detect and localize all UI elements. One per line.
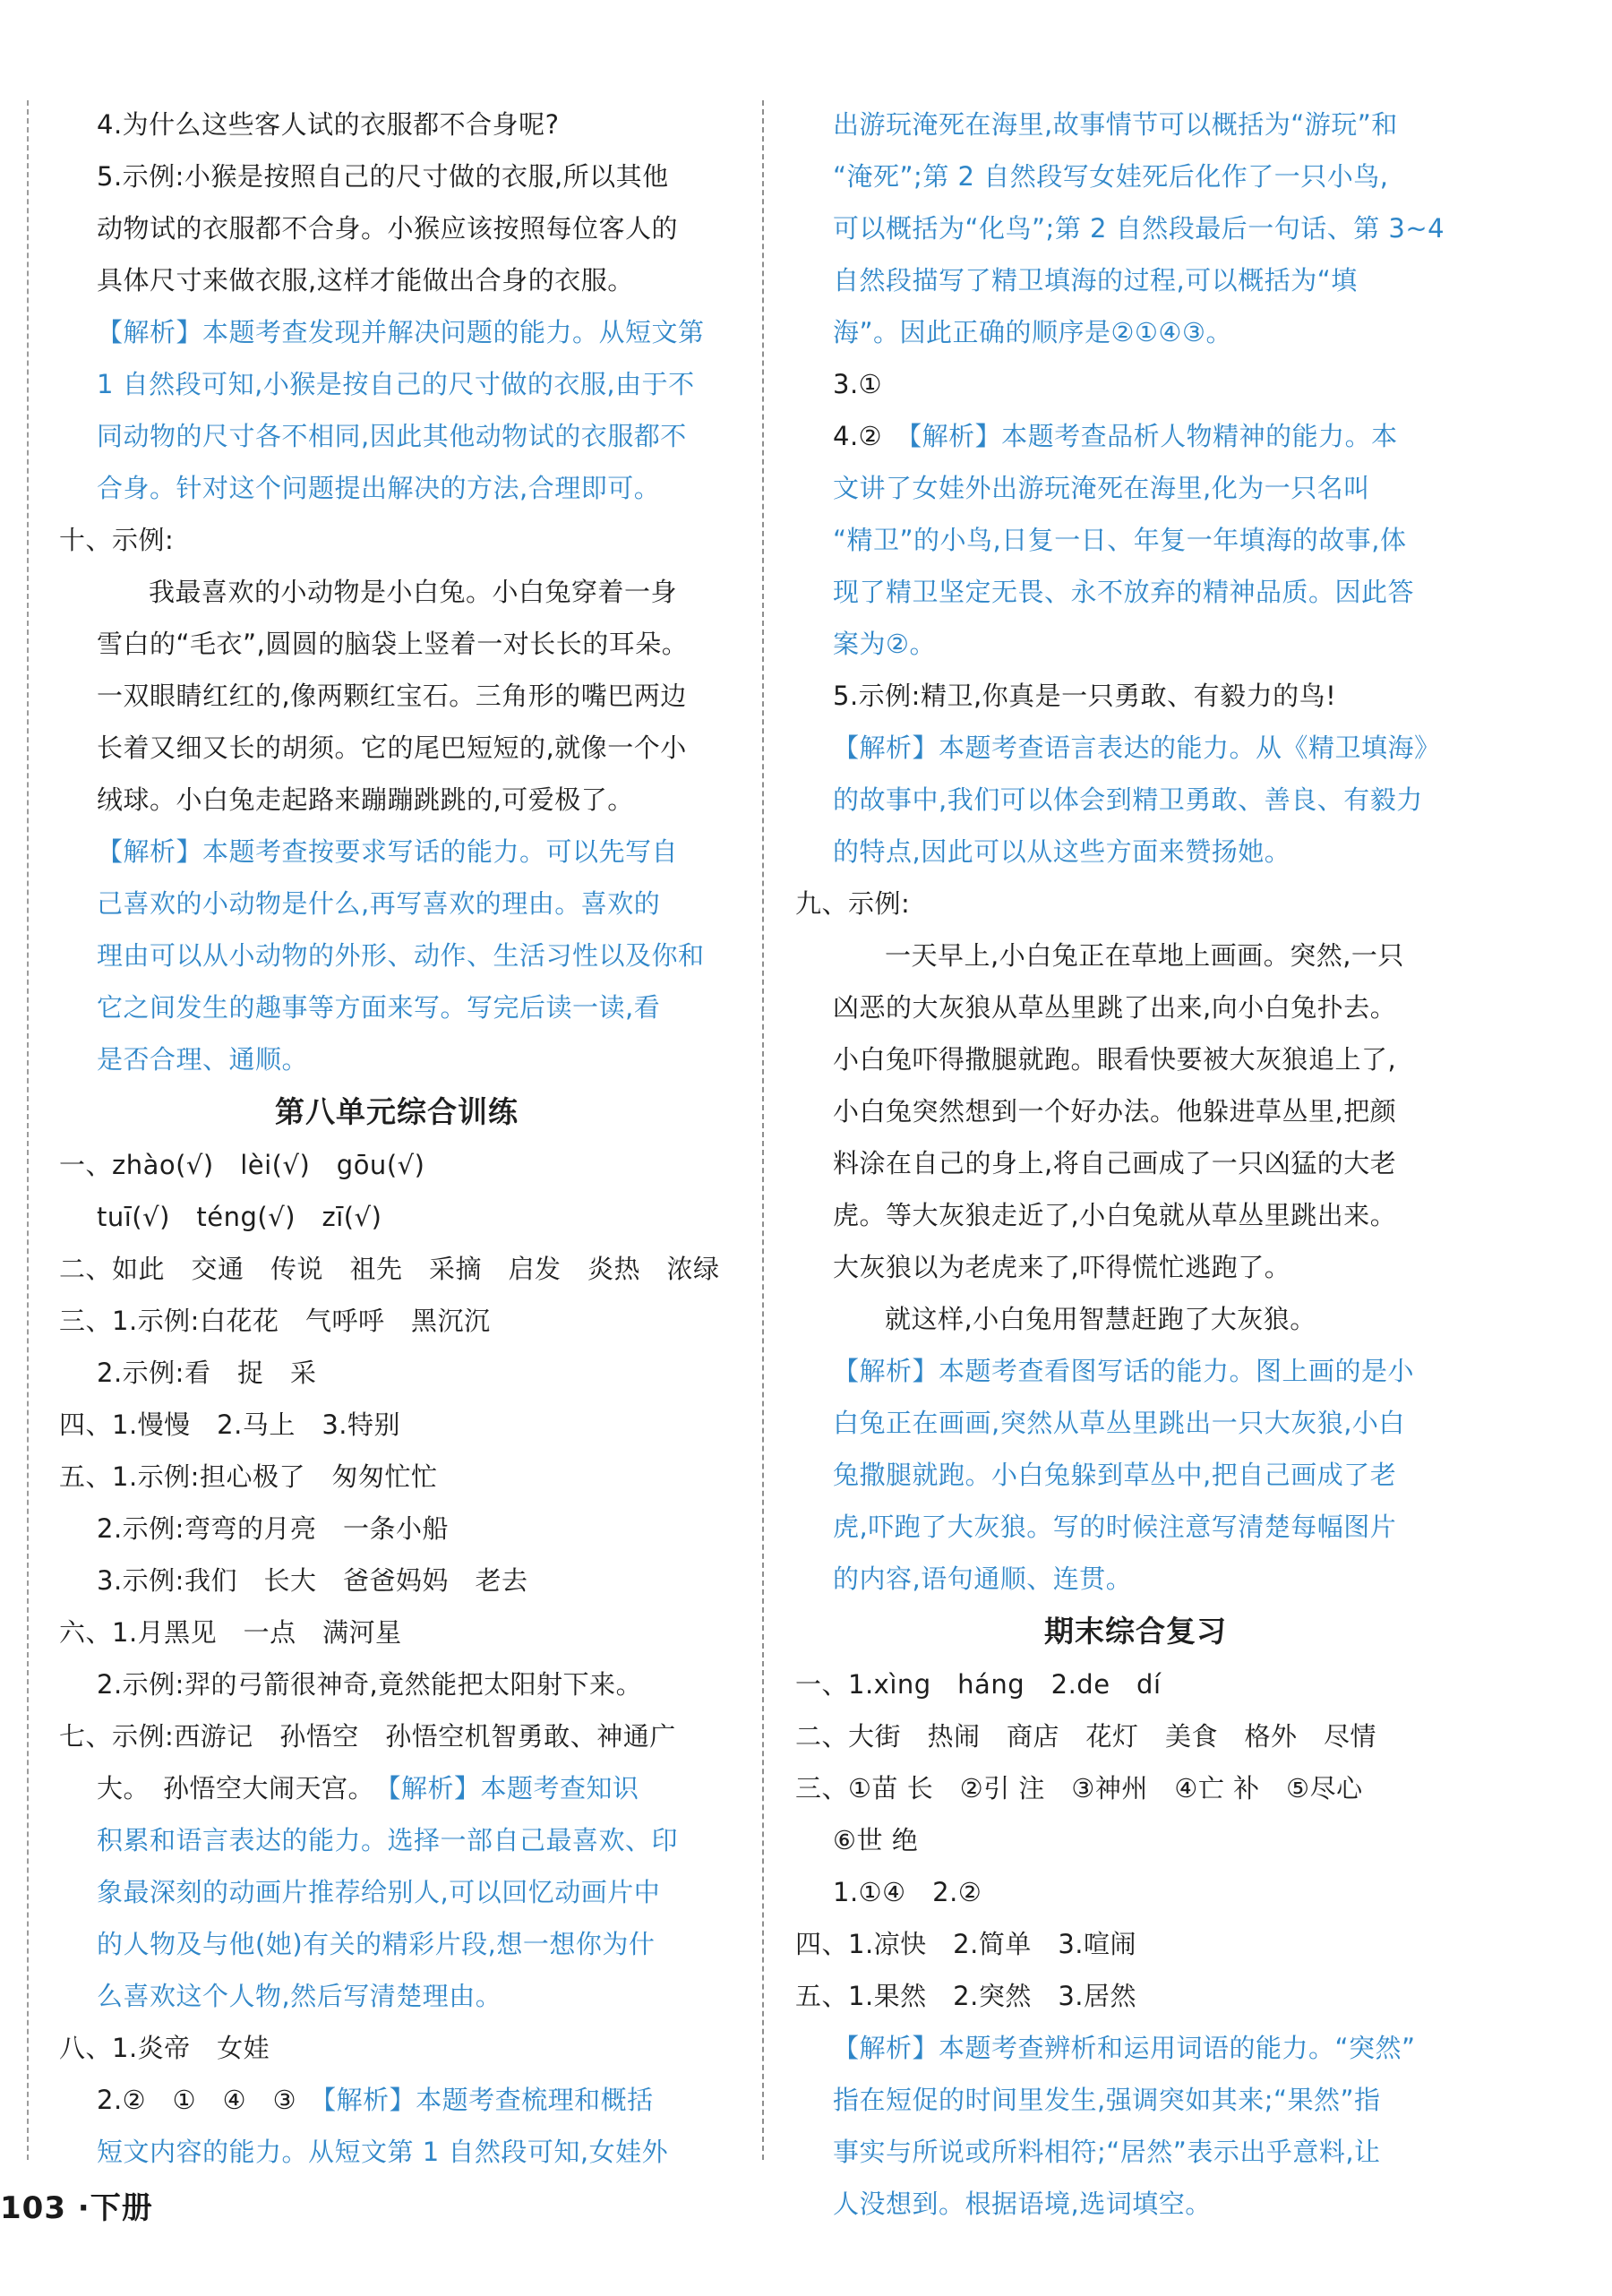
analysis-text: 【解析】本题考查知识 [361,1773,639,1803]
answer-text: 2.② ① ④ ③ [97,2085,297,2115]
answer-line: ⑥世 绝 [833,1825,919,1855]
answer-line: 雪白的“毛衣”,圆圆的脑袋上竖着一对长长的耳朵。 [97,629,689,659]
analysis-line: 【解析】本题考查按要求写话的能力。可以先写自 [97,836,679,867]
analysis-line: 的故事中,我们可以体会到精卫勇敢、善良、有毅力 [833,784,1423,815]
answer-line: 4.为什么这些客人试的衣服都不合身呢? [97,109,560,140]
analysis-line: 它之间发生的趣事等方面来写。写完后读一读,看 [97,992,661,1023]
right-column [795,99,1476,2230]
answer-line: 2.示例:弯弯的月亮 一条小船 [97,1513,449,1544]
answer-line: 大灰狼以为老虎来了,吓得慌忙逃跑了。 [833,1252,1291,1282]
analysis-line: 兔撒腿就跑。小白兔躲到草丛中,把自己画成了老 [833,1460,1397,1490]
answer-line: 一、zhào(√) lèi(√) gōu(√) [59,1150,425,1180]
analysis-line: 海”。因此正确的顺序是②①④③。 [833,317,1233,347]
answer-line: 三、①苗 长 ②引 注 ③神州 ④亡 补 ⑤尽心 [795,1773,1363,1803]
answer-line: 一天早上,小白兔正在草地上画画。突然,一只 [885,940,1404,971]
answer-line: tuī(√) téng(√) zī(√) [97,1202,382,1232]
answer-line: 八、1.炎帝 女娃 [59,2033,270,2063]
binding-margin-line [27,100,29,2160]
answer-line: 五、1.示例:担心极了 匆匆忙忙 [59,1461,438,1492]
answer-line: 一双眼睛红红的,像两颗红宝石。三角形的嘴巴两边 [97,681,687,711]
analysis-line: 同动物的尺寸各不相同,因此其他动物试的衣服都不 [97,421,687,451]
answer-line [59,2074,734,2126]
answer-line: 具体尺寸来做衣服,这样才能做出合身的衣服。 [97,265,634,296]
answer-line: 长着又细又长的胡须。它的尾巴短短的,就像一个小 [97,732,687,763]
answer-line: 六、1.月黑见 一点 满河星 [59,1617,402,1648]
analysis-line: 合身。针对这个问题提出解决的方法,合理即可。 [97,473,661,503]
answer-line: 就这样,小白兔用智慧赶跑了大灰狼。 [885,1304,1316,1334]
analysis-line: 1 自然段可知,小猴是按自己的尺寸做的衣服,由于不 [97,369,695,399]
analysis-line: 自然段描写了精卫填海的过程,可以概括为“填 [833,265,1358,296]
analysis-line: 己喜欢的小动物是什么,再写喜欢的理由。喜欢的 [97,888,661,919]
analysis-line: 【解析】本题考查辨析和运用词语的能力。“突然” [833,2033,1416,2063]
answer-line: 二、大街 热闹 商店 花灯 美食 格外 尽情 [795,1721,1377,1752]
answer-line: 三、1.示例:白花花 气呼呼 黑沉沉 [59,1306,491,1336]
answer-line: 二、如此 交通 传说 祖先 采摘 启发 炎热 浓绿 [59,1254,720,1284]
answer-line: 我最喜欢的小动物是小白兔。小白兔穿着一身 [149,577,678,607]
answer-text: 4.② [833,421,883,451]
answer-line: 小白兔突然想到一个好办法。他躲进草丛里,把颜 [833,1096,1397,1127]
column-divider [762,100,764,2160]
analysis-line: 【解析】本题考查语言表达的能力。从《精卫填海》 [833,732,1441,763]
analysis-line: “淹死”;第 2 自然段写女娃死后化作了一只小鸟, [833,161,1389,192]
answer-line: 料涂在自己的身上,将自己画成了一只凶猛的大老 [833,1148,1397,1178]
analysis-line: 指在短促的时间里发生,强调突如其来;“果然”指 [833,2085,1381,2115]
answer-line: 动物试的衣服都不合身。小猴应该按照每位客人的 [97,213,679,244]
answer-line: 虎。等大灰狼走近了,小白兔就从草丛里跳出来。 [833,1200,1397,1230]
analysis-line: 短文内容的能力。从短文第 1 自然段可知,女娃外 [97,2137,669,2167]
analysis-line: 是否合理、通顺。 [97,1044,309,1075]
answer-line: 3.① [833,369,883,399]
analysis-line: 文讲了女娃外出游玩淹死在海里,化为一只名叫 [833,473,1370,503]
analysis-line: 的特点,因此可以从这些方面来赞扬她。 [833,836,1291,867]
answer-line: 小白兔吓得撒腿就跑。眼看快要被大灰狼追上了, [833,1044,1397,1075]
answer-line: 四、1.慢慢 2.马上 3.特别 [59,1409,401,1440]
answer-line: 5.示例:小猴是按照自己的尺寸做的衣服,所以其他 [97,161,669,192]
analysis-line: 事实与所说或所料相符;“居然”表示出乎意料,让 [833,2137,1381,2167]
analysis-line: 现了精卫坚定无畏、永不放弃的精神品质。因此答 [833,577,1415,607]
analysis-text: 【解析】本题考查梳理和概括 [296,2085,654,2115]
left-column [59,99,734,2178]
section-heading: 期末综合复习 [1044,1614,1227,1649]
analysis-line: “精卫”的小鸟,日复一日、年复一年填海的故事,体 [833,525,1407,555]
analysis-line: 【解析】本题考查发现并解决问题的能力。从短文第 [97,317,705,347]
analysis-line: 象最深刻的动画片推荐给别人,可以回忆动画片中 [97,1877,661,1907]
analysis-line: 积累和语言表达的能力。选择一部自己最喜欢、印 [97,1825,679,1855]
answer-line: 七、示例:西游记 孙悟空 孙悟空机智勇敢、神通广 [59,1721,676,1752]
answer-line: 1.①④ 2.② [833,1877,982,1907]
answer-line: 绒球。小白兔走起路来蹦蹦跳跳的,可爱极了。 [97,784,634,815]
analysis-line: 的内容,语句通顺、连贯。 [833,1564,1133,1594]
answer-line [59,1762,734,1814]
answer-line: 2.示例:看 捉 采 [97,1358,317,1388]
page-number-footer: 103 ·下册 [0,2190,153,2226]
answer-line: 十、示例: [59,525,175,555]
answer-line: 九、示例: [795,888,911,919]
analysis-line: 白兔正在画画,突然从草丛里跳出一只大灰狼,小白 [833,1408,1405,1438]
answer-line: 3.示例:我们 长大 爸爸妈妈 老去 [97,1565,528,1596]
answer-line: 5.示例:精卫,你真是一只勇敢、有毅力的鸟! [833,681,1337,711]
answer-line: 凶恶的大灰狼从草丛里跳了出来,向小白兔扑去。 [833,992,1397,1023]
analysis-line: 人没想到。根据语境,选词填空。 [833,2189,1212,2219]
answer-line: 2.示例:羿的弓箭很神奇,竟然能把太阳射下来。 [97,1669,643,1700]
analysis-line: 案为②。 [833,629,936,659]
answer-line: 五、1.果然 2.突然 3.居然 [795,1981,1137,2011]
section-heading: 第八单元综合训练 [275,1094,519,1129]
analysis-line: 理由可以从小动物的外形、动作、生活习性以及你和 [97,940,705,971]
analysis-line: 【解析】本题考查看图写话的能力。图上画的是小 [833,1356,1415,1386]
answer-line: 四、1.凉快 2.简单 3.喧闹 [795,1929,1137,1959]
analysis-line: 虎,吓跑了大灰狼。写的时候注意写清楚每幅图片 [833,1512,1397,1542]
analysis-line: 可以概括为“化鸟”;第 2 自然段最后一句话、第 3~4 [833,213,1445,244]
analysis-line: 么喜欢这个人物,然后写清楚理由。 [97,1981,502,2011]
answer-text: 大。 孙悟空大闹天宫。 [97,1773,362,1803]
analysis-line: 的人物及与他(她)有关的精彩片段,想一想你为什 [97,1929,656,1959]
answer-line [795,410,1476,462]
analysis-line: 出游玩淹死在海里,故事情节可以概括为“游玩”和 [833,109,1398,140]
analysis-text: 【解析】本题考查品析人物精神的能力。本 [882,421,1398,451]
answer-line: 一、1.xìng háng 2.de dí [795,1669,1162,1700]
